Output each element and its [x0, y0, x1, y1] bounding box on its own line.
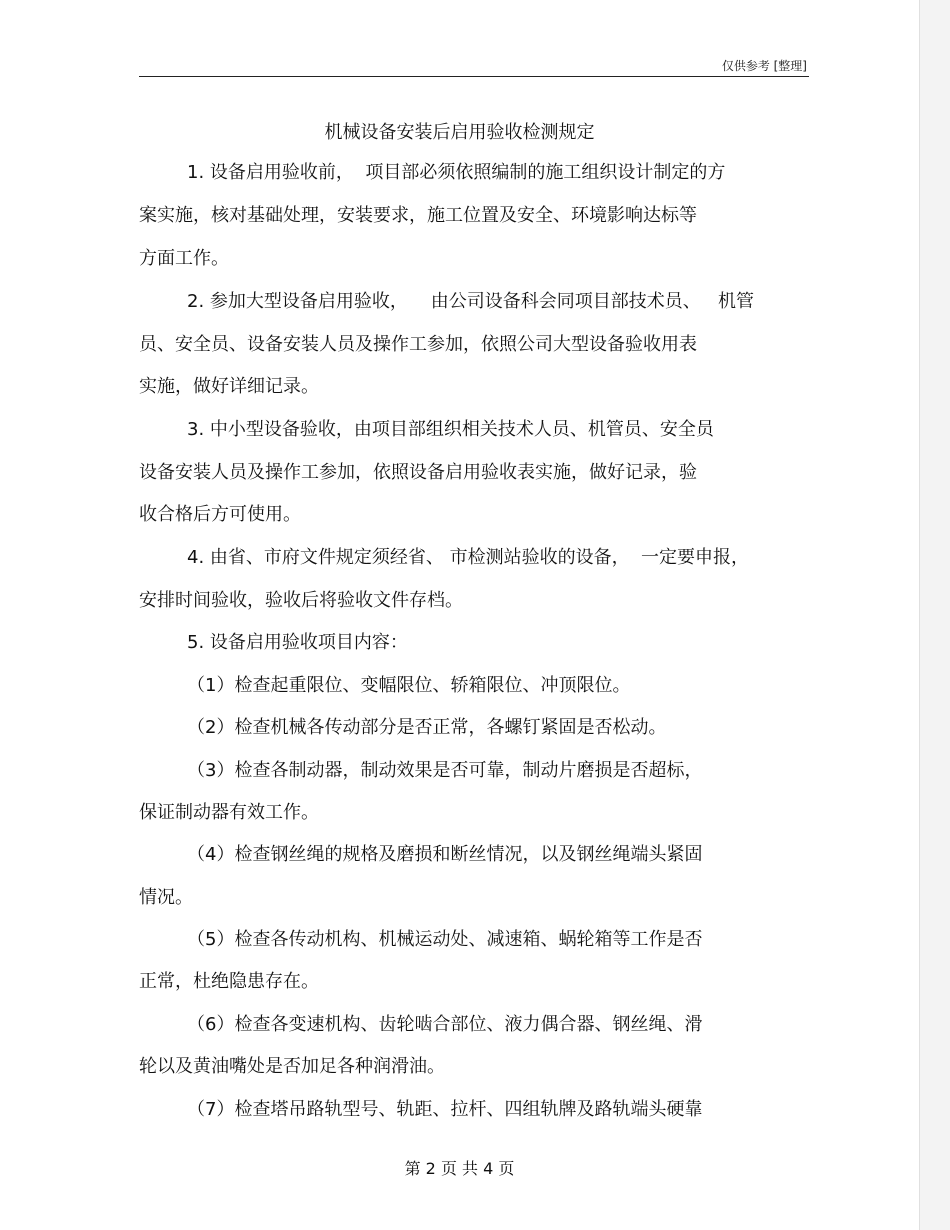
- body-line: 案实施，核对基础处理，安装要求，施工位置及安全、环境影响达标等: [139, 205, 697, 226]
- body-line: 5. 设备启用验收项目内容：: [187, 632, 408, 653]
- body-line: （2）检查机械各传动部分是否正常，各螺钉紧固是否松动。: [187, 717, 667, 738]
- document-title: 机械设备安装后启用验收检测规定: [324, 122, 595, 143]
- body-line: 安排时间验收，验收后将验收文件存档。: [139, 590, 463, 611]
- body-line: 保证制动器有效工作。: [139, 802, 319, 823]
- body-line: 4. 由省、市府文件规定须经省、 市检测站验收的设备， 一定要申报，: [187, 547, 750, 568]
- body-line: 2. 参加大型设备启用验收， 由公司设备科会同项目部技术员、 机管: [187, 291, 754, 312]
- body-line: 收合格后方可使用。: [139, 504, 301, 525]
- header-note: 仅供参考 [整理]: [721, 59, 807, 73]
- body-line: 方面工作。: [139, 248, 229, 269]
- body-line: （6）检查各变速机构、齿轮啮合部位、液力偶合器、钢丝绳、滑: [187, 1014, 703, 1035]
- body-line: 3. 中小型设备验收，由项目部组织相关技术人员、机管员、安全员: [187, 419, 714, 440]
- body-line: （3）检查各制动器，制动效果是否可靠，制动片磨损是否超标，: [187, 760, 703, 781]
- body-line: 实施，做好详细记录。: [139, 376, 319, 397]
- body-line: （7）检查塔吊路轨型号、轨距、拉杆、四组轨牌及路轨端头硬靠: [187, 1099, 703, 1120]
- body-line: 情况。: [139, 887, 193, 908]
- header-divider: [139, 76, 809, 77]
- body-line: 设备安装人员及操作工参加，依照设备启用验收表实施，做好记录，验: [139, 462, 697, 483]
- body-line: 1. 设备启用验收前， 项目部必须依照编制的施工组织设计制定的方: [187, 162, 726, 183]
- body-line: 正常，杜绝隐患存在。: [139, 971, 319, 992]
- body-line: （4）检查钢丝绳的规格及磨损和断丝情况，以及钢丝绳端头紧固: [187, 844, 703, 865]
- body-line: 员、安全员、设备安装人员及操作工参加，依照公司大型设备验收用表: [139, 334, 697, 355]
- page-number: 第 2 页 共 4 页: [404, 1159, 515, 1178]
- body-line: （1）检查起重限位、变幅限位、轿箱限位、冲顶限位。: [187, 675, 631, 696]
- body-line: 轮以及黄油嘴处是否加足各种润滑油。: [139, 1056, 445, 1077]
- body-line: （5）检查各传动机构、机械运动处、减速箱、蜗轮箱等工作是否: [187, 929, 703, 950]
